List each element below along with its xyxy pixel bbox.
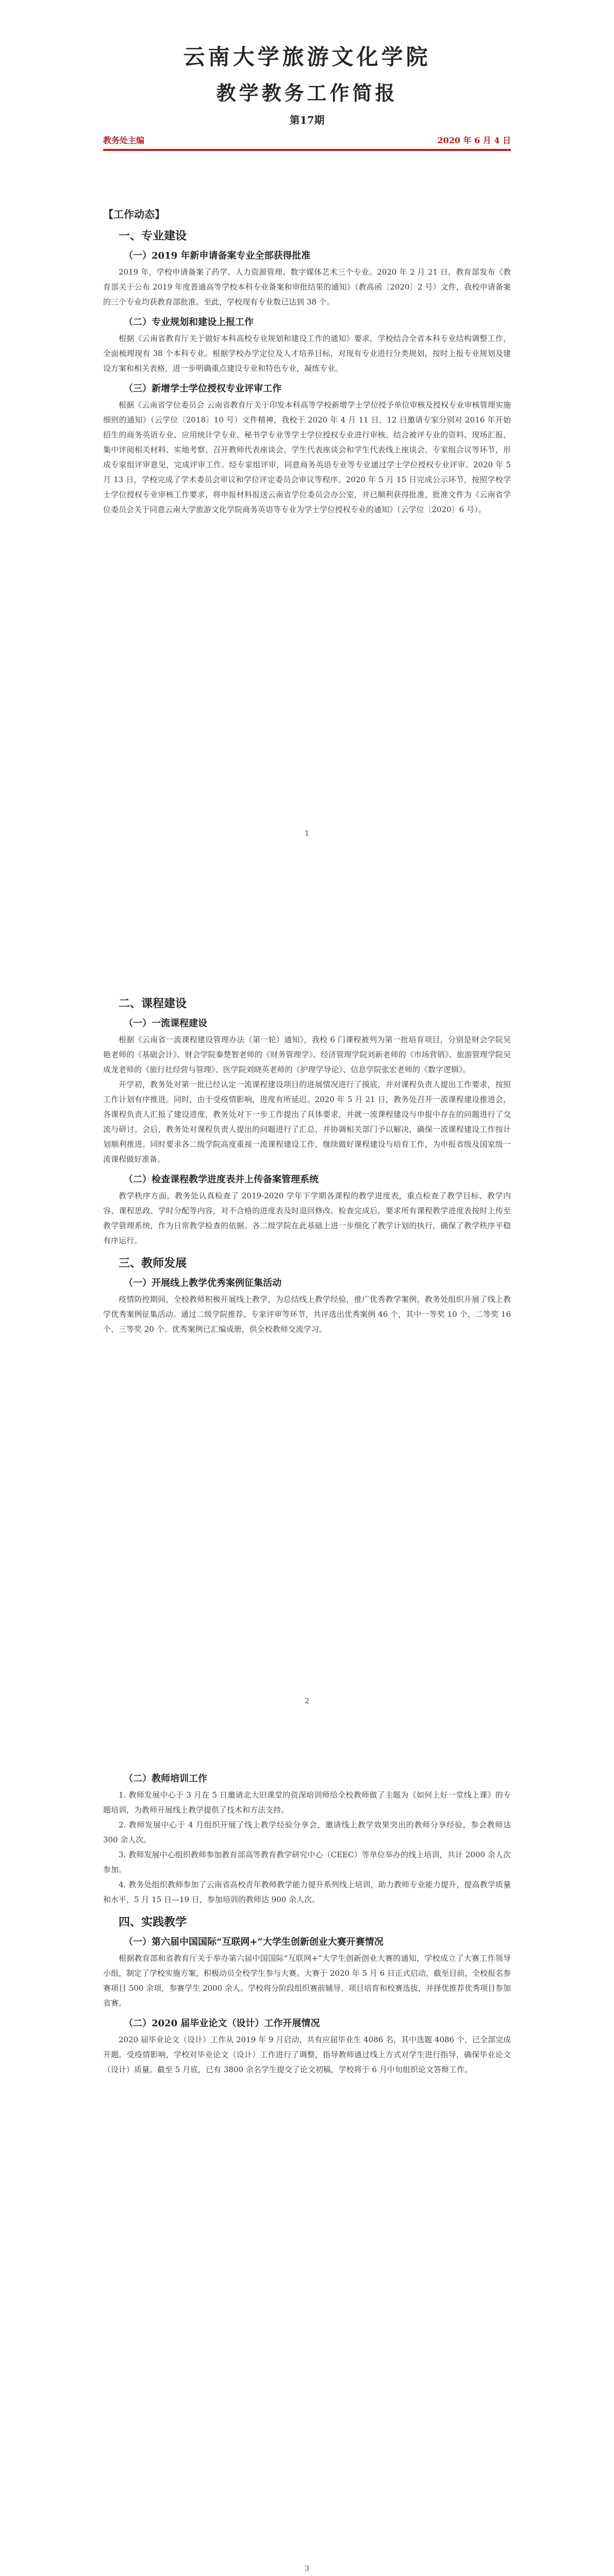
section-heading-4: 四、实践教学 bbox=[119, 1916, 187, 1929]
page-3 bbox=[0, 1735, 614, 2576]
section-heading-3: 三、教师发展 bbox=[119, 1257, 187, 1270]
editor-row bbox=[103, 134, 511, 146]
page-number: 1 bbox=[305, 829, 309, 838]
paragraph: 根据教育部和省教育厅关于举办第六届中国国际“互联网+”大学生创新创业大赛的通知，学校成立了大赛工作领导小组，制定了学校实施方案，积极动员全校学生参与大赛。大赛于 2020 年 5 月 6 日正式启动，截至目前，全校报名参赛项目 500 余项，参赛学生 2000 余人。学校将分阶段组织赛前辅导、项目培育和校赛选拔，并择优推荐优秀项目参加省赛。 bbox=[103, 1954, 511, 2008]
page-1 bbox=[0, 0, 614, 868]
subsection-heading: （一）2019 年新申请备案专业全部获得批准 bbox=[124, 250, 311, 261]
subsection-heading: （二）专业规划和建设上报工作 bbox=[124, 317, 254, 328]
paragraph: 3. 教师发展中心组织教师参加教育部高等教育教学研究中心（CEEC）等单位举办的线上培训，共计 2000 余人次参加。 bbox=[103, 1850, 511, 1874]
page-2 bbox=[0, 868, 614, 1735]
editor-label: 教务处主编 bbox=[103, 135, 145, 145]
page2-body bbox=[103, 989, 511, 1337]
paragraph: 根据《云南省教育厅关于做好本科高校专业规划和建设工作的通知》要求，学校结合全省本科专业结构调整工作，全面梳理现有 38 个本科专业。根据学校办学定位及人才培养目标，对现有专业进行分类规划，按时上报专业规划及建设方案和相关表格，进一步明确重点建设专业和特色专业，凝练专业。 bbox=[103, 334, 511, 373]
subsection-heading: （二）教师培训工作 bbox=[124, 1773, 207, 1784]
subsection-heading: （一）第六届中国国际“互联网+”大学生创新创业大赛开赛情况 bbox=[124, 1937, 384, 1947]
subsection-heading: （三）新增学士学位授权专业评审工作 bbox=[124, 383, 281, 394]
paragraph: 疫情防控期间，全校教师积极开展线上教学，为总结线上教学经验，推广优秀教学案例，教务处组织开展了线上教学优秀案例征集活动。通过二级学院推荐、专家评审等环节，共评选出优秀案例 46 个，其中一等奖 10 个、二等奖 16 个、三等奖 20 个。优秀案例已汇编成册，供全校教师交流学习。 bbox=[103, 1295, 511, 1334]
section-heading-1: 一、专业建设 bbox=[119, 229, 187, 243]
page1-body bbox=[103, 206, 511, 517]
paragraph: 教学秩序方面，教务处认真检查了 2019-2020 学年下学期各课程的教学进度表，重点检查了教学目标、教学内容、课程思政、学时分配等内容，对不合格的进度表及时退回修改。检查完成后，要求所有课程教学进度表按时上传至教学管理系统，作为日常教学检查的依据。各二级学院在此基础上进一步细化了教学计划的执行，确保了教学秩序平稳有序运行。 bbox=[103, 1191, 511, 1245]
paragraph: 根据《云南省一流课程建设管理办法（第一轮）通知》，我校 6 门课程被列为第一批培育项目，分别是财会学院吴艳老师的《基础会计》、财会学院秦楚智老师的《财务管理学》、经济管理学院刘新老师的《市场营销》、旅游管理学院吴成龙老师的《旅行社经营与管理》、医学院刘晓英老师的《护理学导论》、信息学院张宏老师的《数字逻辑》。 bbox=[103, 1035, 511, 1074]
paragraph: 2019 年，学校申请备案了药学、人力资源管理、数字媒体艺术三个专业。2020 年 2 月 21 日，教育部发布《教育部关于公布 2019 年度普通高等学校本科专业备案和审批结果的通知》（教高函〔2020〕2 号）文件，我校申请备案的三个专业均获教育部批准。至此，学校现有专业数已达到 38 个。 bbox=[103, 267, 511, 307]
header-rule bbox=[103, 149, 511, 151]
page3-body bbox=[103, 1766, 511, 2077]
paragraph: 4. 教务处组织教师参加了云南省高校青年教师教学能力提升系列线上培训，助力教师专业能力提升，提高教学质量和水平，5 月 15 日—19 日，参加培训的教师达 900 余人次。 bbox=[103, 1880, 511, 1904]
subsection-heading: （二）2020 届毕业论文（设计）工作开展情况 bbox=[124, 2018, 320, 2029]
publish-date: 2020 年 6 月 4 日 bbox=[437, 135, 511, 145]
section-heading-2: 二、课程建设 bbox=[119, 997, 187, 1010]
issue-number: 第17期 bbox=[289, 114, 325, 126]
page-number: 2 bbox=[305, 1697, 309, 1705]
page-number: 3 bbox=[305, 2565, 309, 2573]
paragraph: 开学初，教务处对第一批已经认定一流课程建设项目的进展情况进行了摸底，并对课程负责人提出工作要求，按照工作计划有序推进。同时，由于受疫情影响，进度有所延迟。2020 年 5 月 21 日，教务处召开一流课程建设推进会，各课程负责人汇报了建设进度，教务处对下一步工作提出了具体要求，并就一流课程建设与申报中存在的问题进行了交流与研讨。会后，教务处对课程负责人提出的问题进行了汇总，并协调相关部门予以解决，确保一流课程建设工作按计划顺利推进。同时要求各二级学院高度重视一流课程建设工作，继续做好课程建设与培育工作，为申报省级及国家级一流课程做好准备。 bbox=[103, 1080, 511, 1164]
paragraph: 2020 届毕业论文（设计）工作从 2019 年 9 月启动，共有应届毕业生 4086 名，其中选题 4086 个，已全部完成开题。受疫情影响，学校对毕业论文（设计）工作进行了调整，指导教师通过线上方式对学生进行指导，确保毕业论文（设计）质量。截至 5 月底，已有 3800 余名学生提交了论文初稿，学校将于 6 月中旬组织论文答辩工作。 bbox=[103, 2035, 511, 2074]
report-title: 云南大学旅游文化学院 bbox=[183, 44, 431, 70]
subsection-heading: （一）开展线上教学优秀案例征集活动 bbox=[124, 1278, 281, 1289]
subsection-heading: （二）检查课程教学进度表并上传备案管理系统 bbox=[124, 1174, 319, 1185]
report-subtitle: 教学教务工作简报 bbox=[216, 81, 398, 105]
paragraph: 根据《云南省学位委员会 云南省教育厅关于印发本科高等学校新增学士学位授予单位审核及授权专业审核管理实施细则的通知》（云学位〔2018〕10 号）文件精神，我校于 2020 年 4 月 11 日、12 日邀请专家分别对 2016 年开始招生的商务英语专业、应用统计学专业、秘书学专业等学士学位授权专业进行审核。结合被评专业的资料、现场汇报、集中评阅相关材料、实地考察、召开教师代表座谈会、学生代表座谈会和学生代表线上座谈会、专家组合议等环节，形成专家组评审意见，完成评审工作。经专家组评审，同意商务英语专业等专业通过学士学位授权专业评审。2020 年 5 月 13 日，学校完成了学术委员会审议和学位评定委员会审议等程序。2020 年 5 月 15 日完成公示环节，按照学校学士学位授权专业审核工作要求，将申报材料报送云南省学位委员会办公室，并已顺利获得批准，批准文件为《云南省学位委员会关于同意云南大学旅游文化学院商务英语等专业为学士学位授权专业的通知》（云学位〔2020〕6 号）。 bbox=[103, 400, 511, 514]
section-tag: 【工作动态】 bbox=[103, 208, 165, 221]
paragraph: 1. 教师发展中心于 3 月在 5 日邀请北大旧课堂的资深培训师给全校教师做了主题为《如何上好一堂线上课》的专题培训，为教师开展线上教学提供了技术和方法支持。 bbox=[103, 1790, 511, 1815]
paragraph: 2. 教师发展中心于 4 月组织开展了线上教学经验分享会，邀请线上教学效果突出的教师分享经验，参会教师达 300 余人次。 bbox=[103, 1820, 511, 1844]
report-header bbox=[103, 40, 511, 151]
subsection-heading: （一）一流课程建设 bbox=[124, 1018, 207, 1029]
